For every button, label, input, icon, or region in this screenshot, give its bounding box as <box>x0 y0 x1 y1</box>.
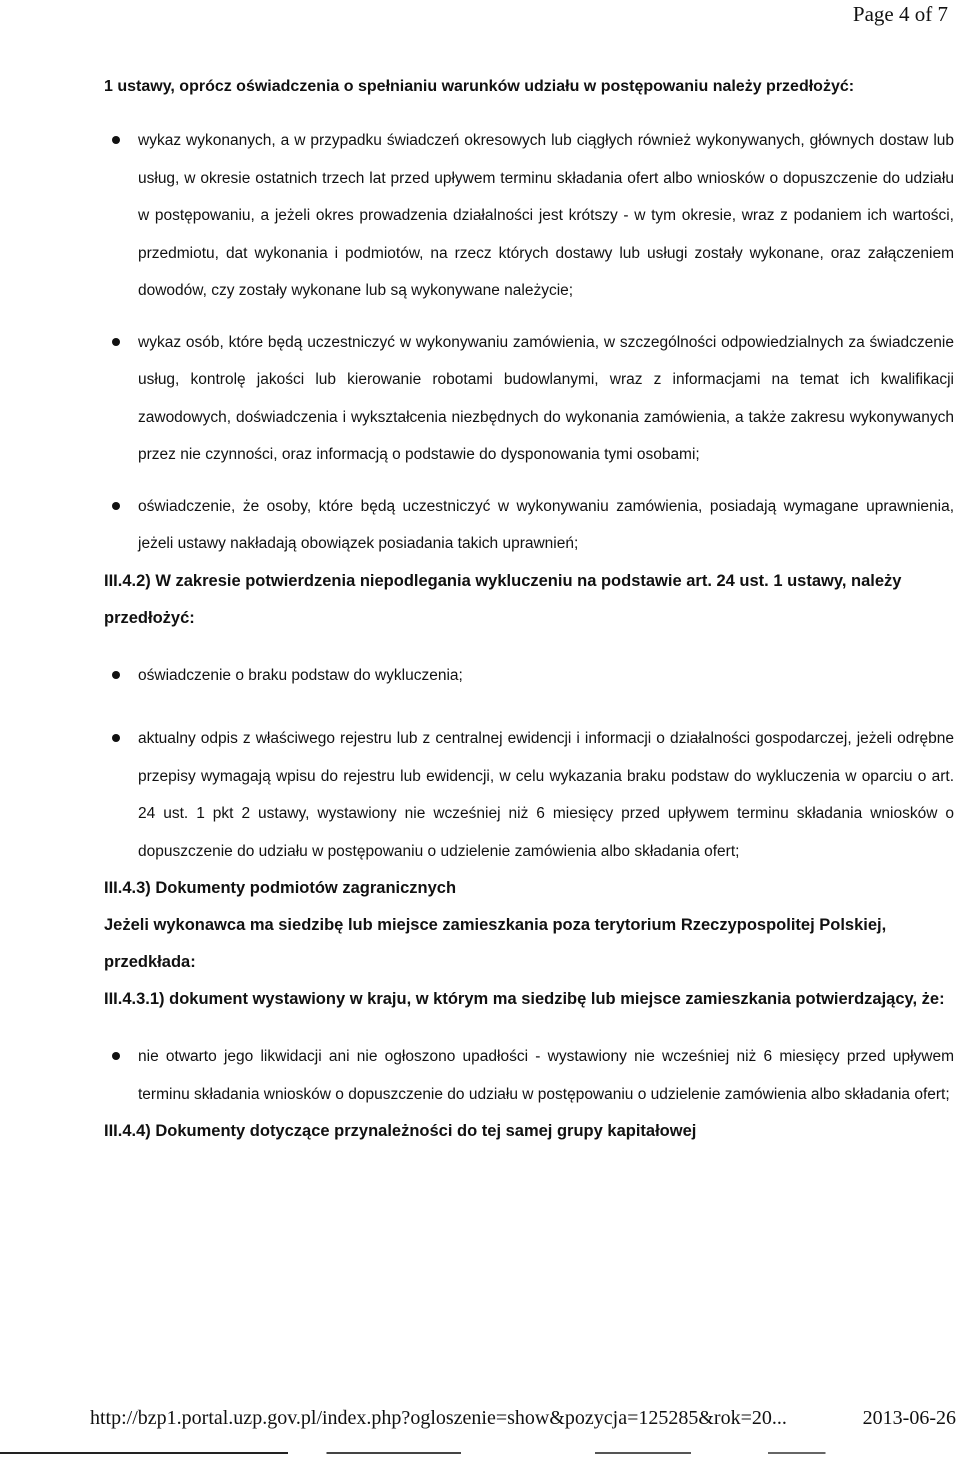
section-heading-4-3-1: III.4.3.1) dokument wystawiony w kraju, w którym ma siedzibę lub miejsce zamieszkania potwierdzający, że: <box>104 990 945 1008</box>
footer-date: 2013-06-26 <box>862 1407 956 1429</box>
footer-divider <box>0 1452 960 1454</box>
list-item <box>104 657 954 695</box>
list-item-text: oświadczenie, że osoby, które będą uczestniczyć w wykonywaniu zamówienia, posiadają wymagane uprawnienia, jeżeli ustawy nakładają obowiązek posiadania takich uprawnień; <box>138 497 954 552</box>
intro-text: 1 ustawy, oprócz oświadczenia o spełnianiu warunków udziału w postępowaniu należy przedłożyć: <box>104 78 855 95</box>
list-item <box>104 720 954 870</box>
list-item <box>104 488 954 563</box>
experience-requirements-list <box>104 122 954 563</box>
list-item <box>104 1038 954 1113</box>
section-heading-4-2: III.4.2) W zakresie potwierdzenia niepodlegania wykluczeniu na podstawie art. 24 ust. 1 ustawy, należy przedłożyć: <box>104 571 902 627</box>
document-body <box>104 72 954 1150</box>
list-item-text: wykaz osób, które będą uczestniczyć w wykonywaniu zamówienia, w szczególności odpowiedzialnych za świadczenie usług, kontrolę jakości lub kierowanie robotami budowlanymi, wraz z informacjami na temat ich kwalifikacji zawodowych, doświadczenia i wykształcenia niezbędnych do wykonania zamówienia, a także zakresu wykonywanych przez nie czynności, oraz informacją o podstawie do dysponowania tymi osobami; <box>138 333 954 463</box>
list-item-text: oświadczenie o braku podstaw do wykluczenia; <box>138 666 463 684</box>
list-item <box>104 122 954 310</box>
list-item-text: nie otwarto jego likwidacji ani nie ogłoszono upadłości - wystawiony nie wcześniej niż 6 miesięcy przed upływem terminu składania wniosków o dopuszczenie do udziału w postępowaniu o udzielenie zamówienia albo składania ofert; <box>138 1048 954 1103</box>
bullet-icon <box>112 502 120 510</box>
section-heading-4-3: III.4.3) Dokumenty podmiotów zagranicznych <box>104 879 457 897</box>
list-item-text: wykaz wykonanych, a w przypadku świadczeń okresowych lub ciągłych również wykonywanych, głównych dostaw lub usług, w okresie ostatnich trzech lat przed upływem terminu składania ofert albo wniosków o dopuszczenie do udziału w postępowaniu, a jeżeli okres prowadzenia działalności jest krótszy - w tym okresie, wraz z podaniem ich wartości, przedmiotu, dat wykonania i podmiotów, na rzecz których dostawy lub usługi zostały wykonane, oraz załączeniem dowodów, czy zostały wykonane lub są wykonywane należycie; <box>138 132 954 299</box>
bullet-icon <box>112 1052 120 1060</box>
list-item-text: aktualny odpis z właściwego rejestru lub z centralnej ewidencji i informacji o działalności gospodarczej, jeżeli odrębne przepisy wymagają wpisu do rejestru lub ewidencji, w celu wykazania braku podstaw do wykluczenia w oparciu o art. 24 ust. 1 pkt 2 ustawy, wystawiony nie wcześniej niż 6 miesięcy przed upływem terminu składania wniosków o dopuszczenie do udziału w postępowaniu o udzielenie zamówienia albo składania ofert; <box>138 730 954 860</box>
bullet-icon <box>112 338 120 346</box>
section-heading-4-4: III.4.4) Dokumenty dotyczące przynależności do tej samej grupy kapitałowej <box>104 1122 697 1140</box>
exclusion-documents-list <box>104 657 954 871</box>
footer-url-link[interactable]: http://bzp1.portal.uzp.gov.pl/index.php?ogloszenie=show&pozycja=125285&rok=20... <box>90 1407 787 1429</box>
bullet-icon <box>112 671 120 679</box>
foreign-documents-list <box>104 1038 954 1113</box>
section-subheading-4-3: Jeżeli wykonawca ma siedzibę lub miejsce zamieszkania poza terytorium Rzeczypospolitej Polskiej, przedkłada: <box>104 916 887 971</box>
page-number: Page 4 of 7 <box>852 2 948 26</box>
page-footer <box>90 1407 956 1430</box>
bullet-icon <box>112 734 120 742</box>
bullet-icon <box>112 136 120 144</box>
list-item <box>104 324 954 474</box>
